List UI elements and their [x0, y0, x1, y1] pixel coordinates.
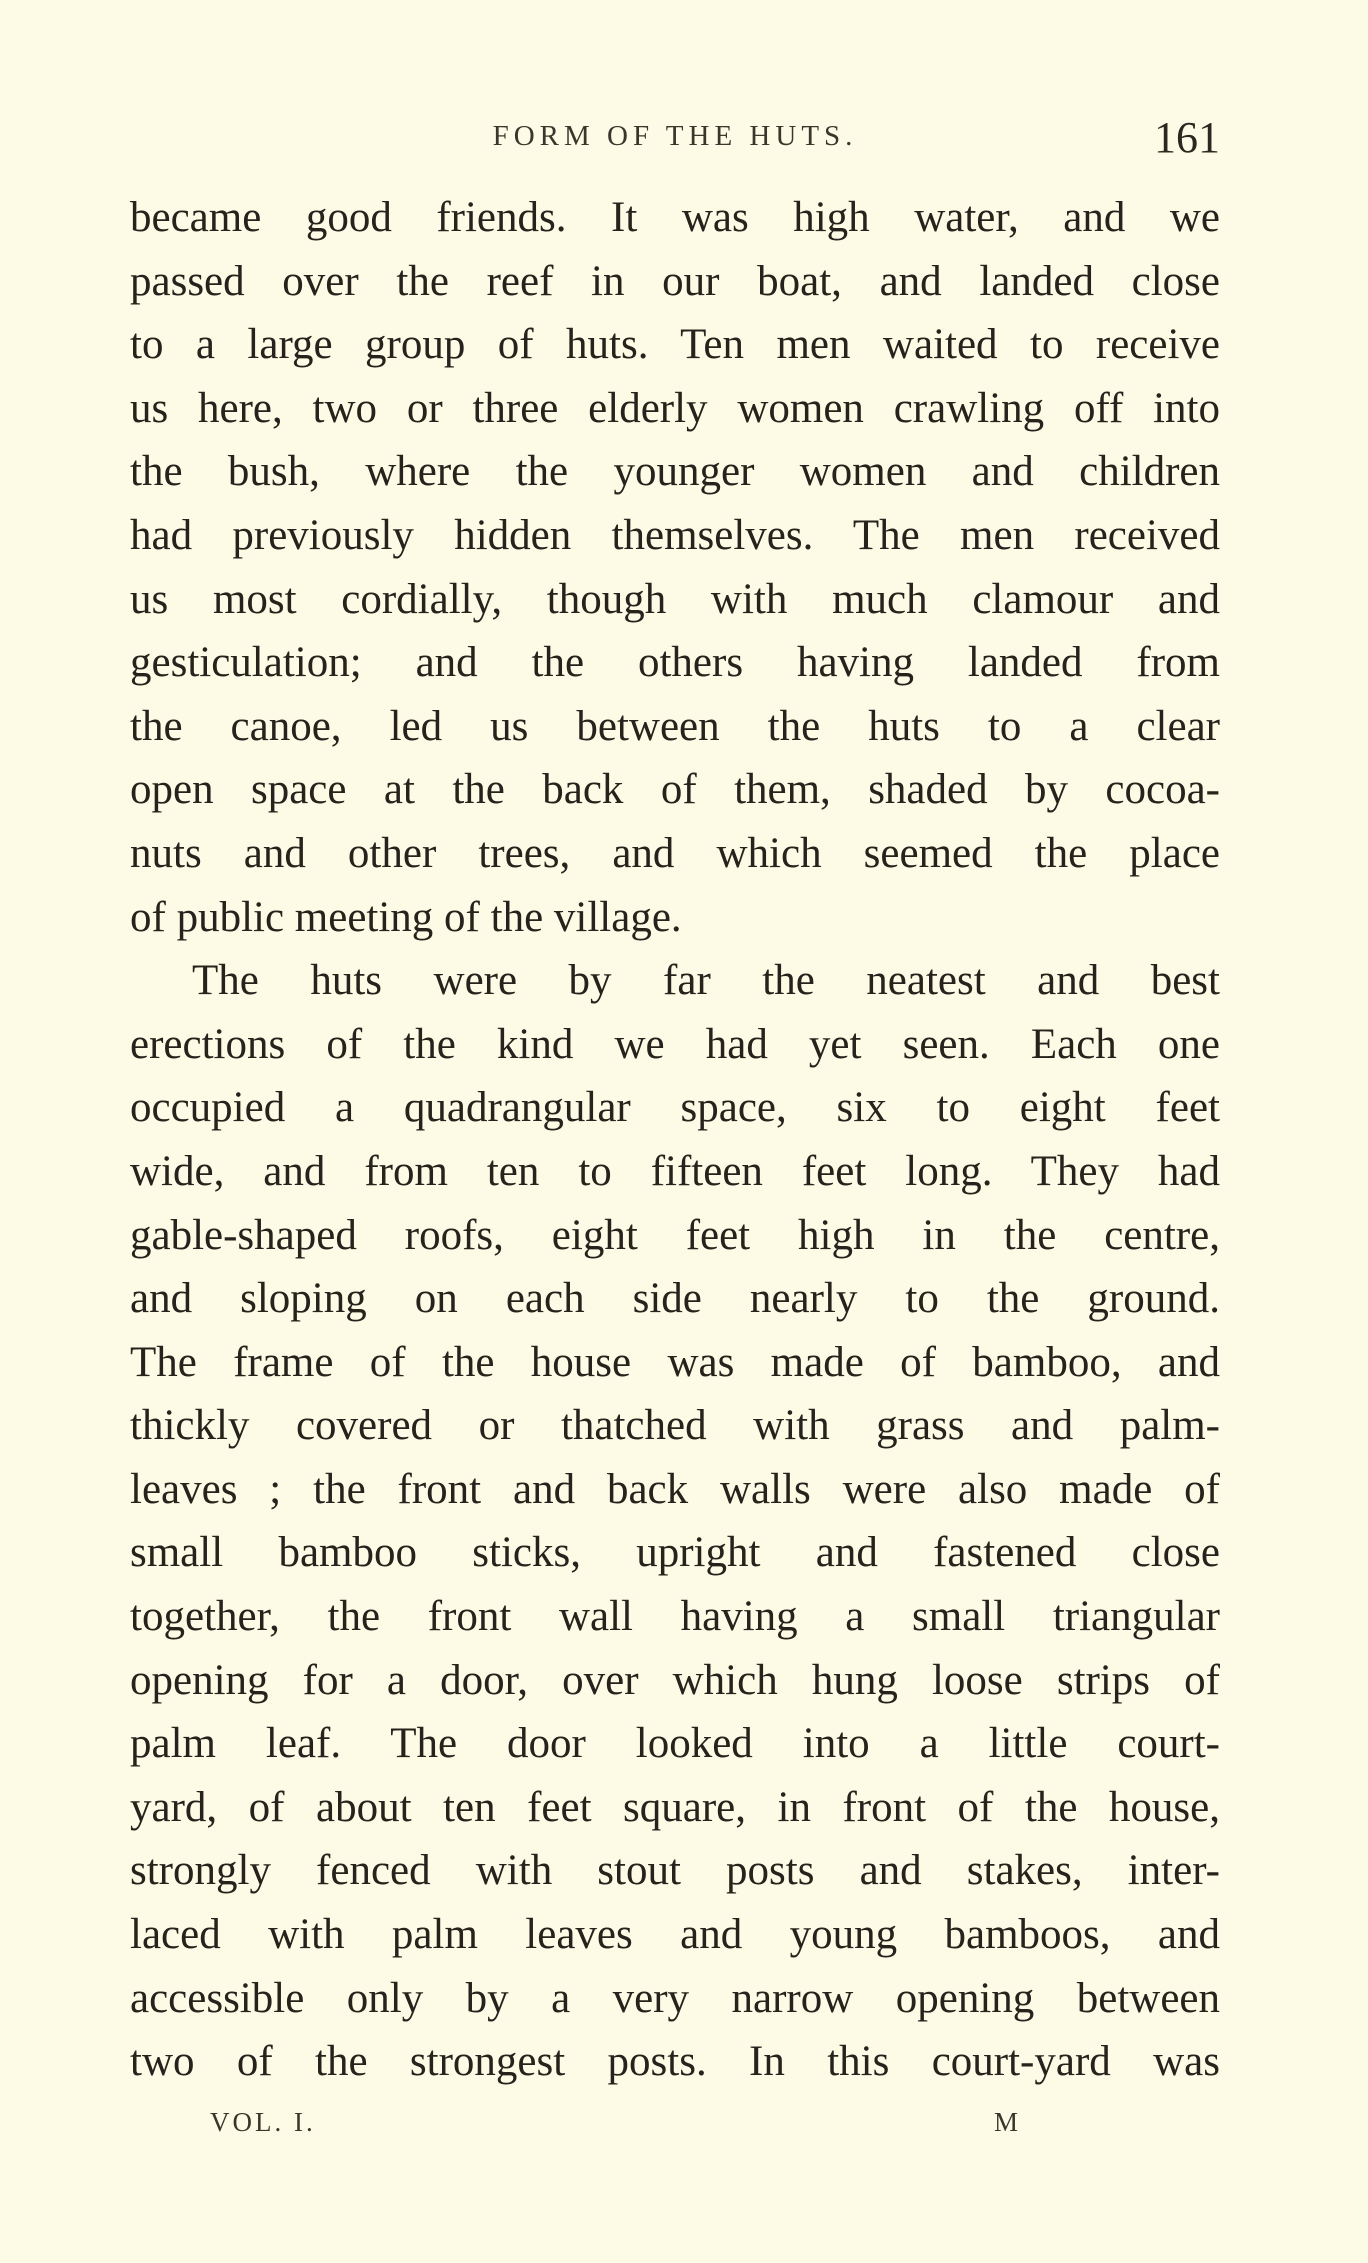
running-title: FORM OF THE HUTS. — [492, 120, 858, 152]
text-line: thickly covered or thatched with grass and palm- — [130, 1402, 1220, 1450]
page-footer — [130, 2107, 1220, 2147]
paragraph-1 — [130, 186, 1220, 949]
signature-mark: M — [994, 2107, 1019, 2137]
text-line: The huts were by far the neatest and best — [192, 957, 1220, 1005]
text-line: opening for a door, over which hung loose strips of — [130, 1656, 1220, 1704]
text-line: us here, two or three elderly women crawling off into — [130, 384, 1220, 432]
text-line: leaves ; the front and back walls were also made of — [130, 1465, 1220, 1513]
text-line: gable-shaped roofs, eight feet high in the centre, — [130, 1211, 1220, 1259]
running-head — [130, 112, 1220, 164]
text-line: became good friends. It was high water, and we — [130, 194, 1220, 241]
text-line: laced with palm leaves and young bamboos, and — [130, 1911, 1220, 1959]
body-text — [130, 186, 1220, 2094]
text-line: passed over the reef in our boat, and landed close — [130, 257, 1220, 305]
text-line: two of the strongest posts. In this court-yard was — [130, 2038, 1220, 2086]
text-line: palm leaf. The door looked into a little court- — [130, 1720, 1220, 1768]
text-line: had previously hidden themselves. The men received — [130, 511, 1220, 559]
text-line: The frame of the house was made of bamboo, and — [130, 1338, 1220, 1386]
text-line: of public meeting of the village. — [130, 893, 682, 941]
text-line: occupied a quadrangular space, six to eight feet — [130, 1084, 1220, 1132]
paragraph-2 — [130, 949, 1220, 2094]
text-line: strongly fenced with stout posts and stakes, inter- — [130, 1847, 1220, 1895]
text-line: gesticulation; and the others having landed from — [130, 639, 1220, 687]
text-line: erections of the kind we had yet seen. Each one — [130, 1020, 1220, 1068]
text-line: wide, and from ten to fifteen feet long. They had — [130, 1147, 1220, 1195]
text-line: us most cordially, though with much clamour and — [130, 575, 1220, 623]
volume-label: VOL. I. — [210, 2107, 316, 2137]
text-line: the canoe, led us between the huts to a clear — [130, 702, 1220, 750]
page-number: 161 — [1154, 113, 1220, 162]
text-line: accessible only by a very narrow opening between — [130, 1974, 1220, 2022]
text-line: together, the front wall having a small triangular — [130, 1593, 1220, 1641]
text-line: open space at the back of them, shaded by cocoa- — [130, 766, 1220, 814]
text-line: the bush, where the younger women and children — [130, 448, 1220, 496]
text-line: and sloping on each side nearly to the ground. — [130, 1275, 1220, 1323]
text-line: small bamboo sticks, upright and fastened close — [130, 1529, 1220, 1577]
text-line: to a large group of huts. Ten men waited to receive — [130, 321, 1220, 369]
text-line: nuts and other trees, and which seemed the place — [130, 829, 1220, 877]
text-line: yard, of about ten feet square, in front of the house, — [130, 1783, 1220, 1831]
